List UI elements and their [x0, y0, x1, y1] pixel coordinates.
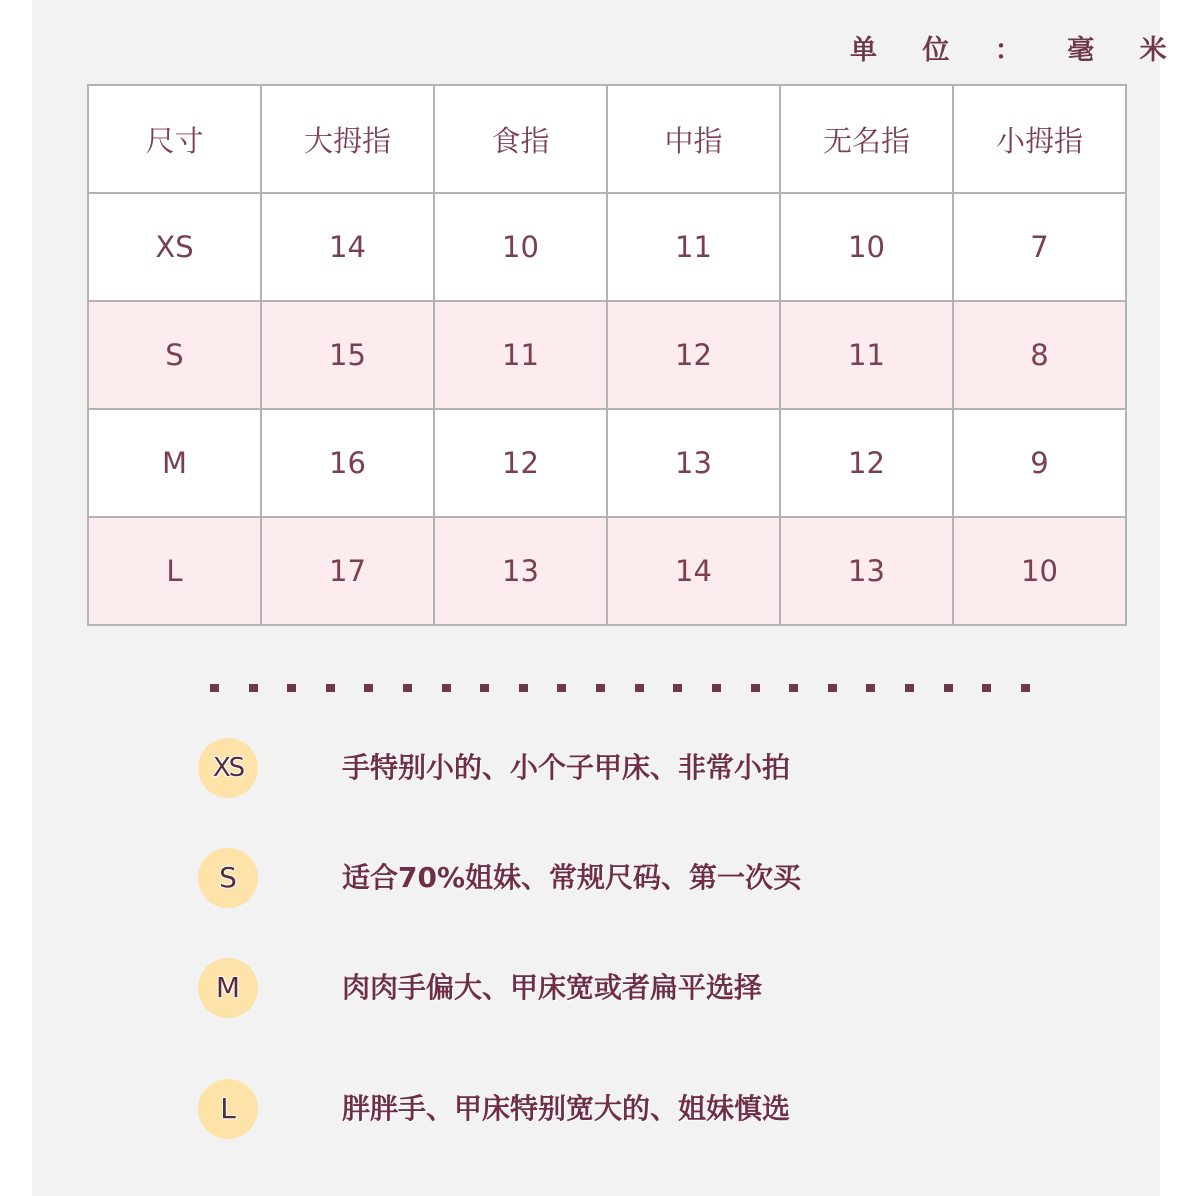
- header-index: 食指: [434, 85, 607, 193]
- size-description-m: [0, 958, 1196, 1018]
- table-cell: 13: [434, 517, 607, 625]
- table-cell: S: [88, 301, 261, 409]
- size-description-text: 肉肉手偏大、甲床宽或者扁平选择: [342, 971, 763, 1004]
- header-pinky: 小拇指: [953, 85, 1126, 193]
- size-badge-s: S: [198, 848, 258, 908]
- header-thumb: 大拇指: [261, 85, 434, 193]
- table-cell: 10: [780, 193, 953, 301]
- table-cell: 9: [953, 409, 1126, 517]
- size-chart-table: [87, 84, 1127, 626]
- table-cell: 11: [434, 301, 607, 409]
- table-cell: 17: [261, 517, 434, 625]
- size-description-s: [0, 848, 1196, 908]
- table-cell: 10: [953, 517, 1126, 625]
- size-badge-m: M: [198, 958, 258, 1018]
- table-cell: L: [88, 517, 261, 625]
- table-cell: 7: [953, 193, 1126, 301]
- header-ring: 无名指: [780, 85, 953, 193]
- header-size: 尺寸: [88, 85, 261, 193]
- table-row: [88, 517, 1126, 625]
- table-header-row: [88, 85, 1126, 193]
- table-cell: 16: [261, 409, 434, 517]
- table-cell: 13: [607, 409, 780, 517]
- table-cell: 11: [607, 193, 780, 301]
- size-description-xs: [0, 738, 1196, 798]
- table-cell: XS: [88, 193, 261, 301]
- size-description-l: [0, 1079, 1196, 1139]
- size-description-text: 适合70%姐妹、常规尺码、第一次买: [342, 861, 802, 894]
- size-description-text: 手特别小的、小个子甲床、非常小拍: [342, 751, 791, 784]
- size-badge-xs: XS: [198, 738, 258, 798]
- table-cell: 14: [261, 193, 434, 301]
- table-row: [88, 301, 1126, 409]
- table-cell: 12: [607, 301, 780, 409]
- table-cell: 12: [780, 409, 953, 517]
- table-row: [88, 193, 1126, 301]
- table-row: [88, 409, 1126, 517]
- table-cell: 8: [953, 301, 1126, 409]
- table-cell: 14: [607, 517, 780, 625]
- size-description-text: 胖胖手、甲床特别宽大的、姐妹慎选: [342, 1092, 791, 1125]
- table-cell: 13: [780, 517, 953, 625]
- table-cell: 11: [780, 301, 953, 409]
- size-badge-l: L: [198, 1079, 258, 1139]
- table-cell: M: [88, 409, 261, 517]
- header-middle: 中指: [607, 85, 780, 193]
- table-cell: 10: [434, 193, 607, 301]
- table-cell: 12: [434, 409, 607, 517]
- dotted-divider: [210, 684, 1030, 692]
- unit-label: 单 位 ： 毫 米: [850, 35, 1185, 66]
- table-cell: 15: [261, 301, 434, 409]
